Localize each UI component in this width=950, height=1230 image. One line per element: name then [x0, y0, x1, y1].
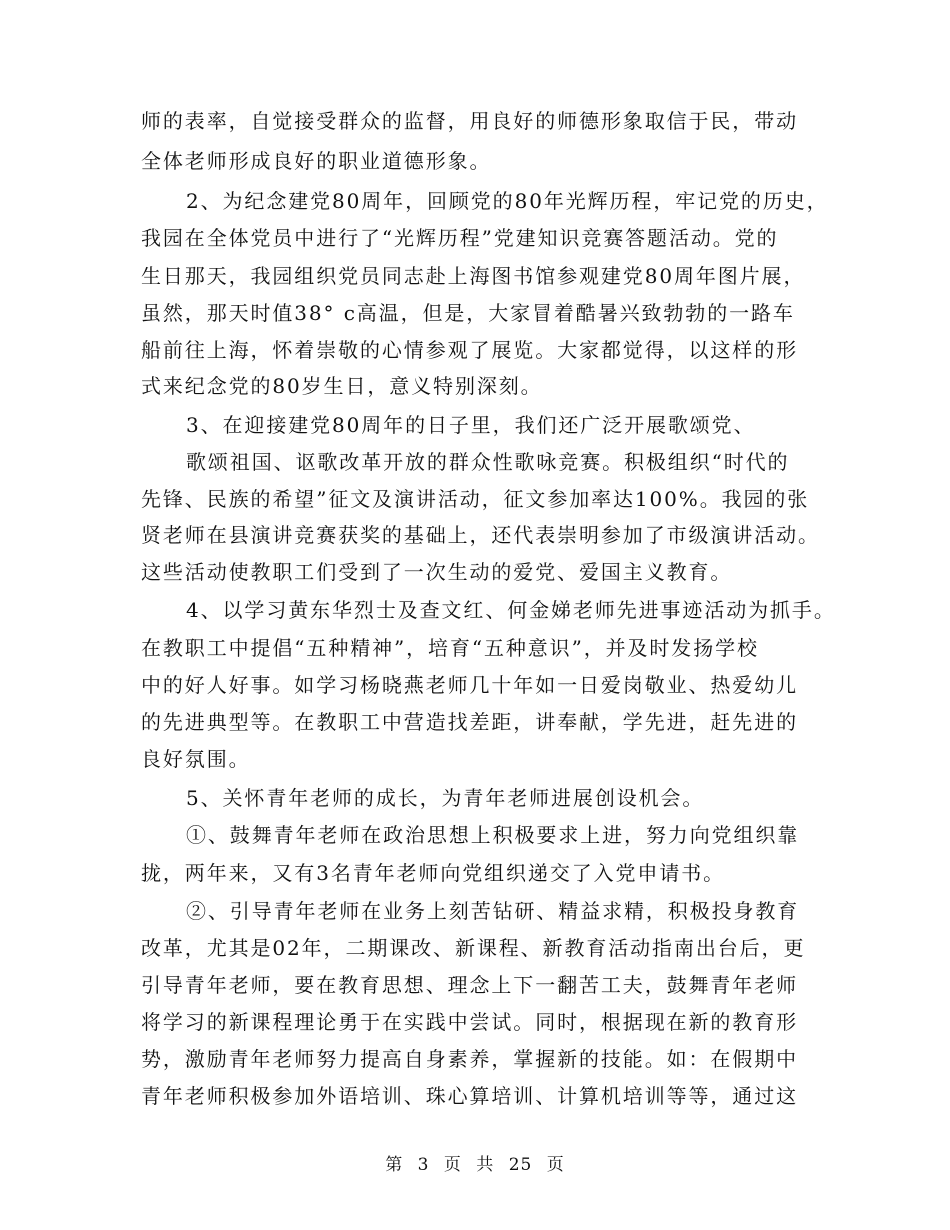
text-line: 引导青年老师，要在教育思想、理念上下一翻苦工夫，鼓舞青年老师 [141, 973, 798, 997]
text-line: 船前往上海，怀着崇敬的心情参观了展览。大家都觉得，以这样的形 [141, 338, 798, 362]
text-line: 贤老师在县演讲竞赛获奖的基础上，还代表崇明参加了市级演讲活动。 [141, 523, 820, 547]
current-page-number: 3 [417, 1155, 430, 1175]
text-line: 将学习的新课程理论勇于在实践中尝试。同时，根据现在新的教育形 [141, 1010, 798, 1034]
text-line: 青年老师积极参加外语培训、珠心算培训、计算机培训等等，通过这 [141, 1084, 798, 1108]
footer-prefix: 第 [385, 1155, 404, 1175]
total-page-count: 25 [508, 1155, 533, 1175]
text-line: 全体老师形成良好的职业道德形象。 [141, 149, 492, 173]
page-footer [0, 1150, 950, 1175]
footer-suffix: 页 [546, 1155, 565, 1175]
footer-total-word: 共 [476, 1155, 495, 1175]
paragraph-start-line: 4、以学习黄东华烈士及查文红、何金娣老师先进事迹活动为抓手。 [186, 598, 836, 622]
text-line: 师的表率，自觉接受群众的监督，用良好的师德形象取信于民，带动 [141, 109, 798, 133]
paragraph-start-line: 3、在迎接建党80周年的日子里，我们还广泛开展歌颂党、 [186, 413, 756, 437]
text-line: 中的好人好事。如学习杨晓燕老师几十年如一日爱岗敬业、热爱幼儿 [141, 673, 798, 697]
text-line: 拢，两年来，又有3名青年老师向党组织递交了入党申请书。 [141, 861, 726, 885]
paragraph-start-line: ②、引导青年老师在业务上刻苦钻研、精益求精，积极投身教育 [186, 899, 800, 923]
paragraph-start-line: 5、关怀青年老师的成长，为青年老师进展创设机会。 [186, 786, 705, 810]
text-line: 的先进典型等。在教职工中营造找差距，讲奉献，学先进，赶先进的 [141, 710, 798, 734]
text-line: 我园在全体党员中进行了“光辉历程”党建知识竞赛答题活动。党的 [141, 226, 779, 250]
text-line: 良好氛围。 [141, 747, 251, 771]
text-line: 生日那天，我园组织党员同志赴上海图书馆参观建党80周年图片展， [141, 264, 806, 288]
text-line: 式来纪念党的80岁生日，意义特别深刻。 [141, 374, 543, 398]
text-line: 虽然，那天时值38° c高温，但是，大家冒着酷暑兴致勃勃的一路车 [141, 301, 795, 325]
text-line: 先锋、民族的希望”征文及演讲活动，征文参加率达100%。我园的张 [141, 487, 810, 511]
text-line: 这些活动使教职工们受到了一次生动的爱党、爱国主义教育。 [141, 560, 733, 584]
text-line: 势，激励青年老师努力提高自身素养，掌握新的技能。如：在假期中 [141, 1047, 798, 1071]
text-line: 改革，尤其是02年，二期课改、新课程、新教育活动指南出台后，更 [141, 936, 806, 960]
paragraph-start-line: 2、为纪念建党80周年，回顾党的80年光辉历程，牢记党的历史， [186, 189, 829, 213]
text-line: 歌颂祖国、讴歌改革开放的群众性歌咏竞赛。积极组织“时代的 [186, 450, 790, 474]
paragraph-start-line: ①、鼓舞青年老师在政治思想上积极要求上进，努力向党组织靠 [186, 823, 800, 847]
footer-page-word: 页 [443, 1155, 462, 1175]
text-line: 在教职工中提倡“五种精神”，培育“五种意识”，并及时发扬学校 [141, 636, 759, 660]
